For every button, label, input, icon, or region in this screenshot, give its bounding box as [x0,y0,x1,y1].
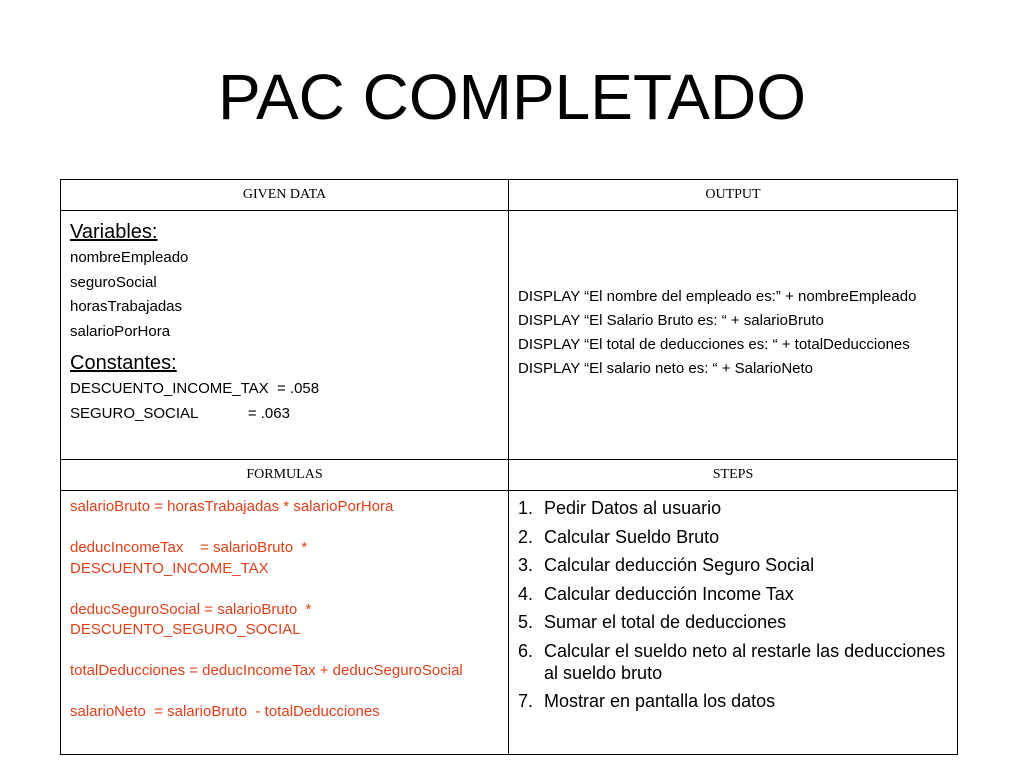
output-cell [509,211,958,460]
step-item [518,640,947,684]
given-data-header: GIVEN DATA [61,180,509,211]
step-number: 6. [518,640,534,661]
formula-line: deducIncomeTax = salarioBruto * DESCUENTO_INCOME_TAX [70,539,312,577]
step-number: 7. [518,691,534,711]
output-line: DISPLAY “El total de deducciones es: “ + totalDeducciones [518,336,910,353]
content-row-bottom [61,491,958,755]
step-text: Calcular deducción Seguro Social [544,555,815,575]
steps-list [518,497,947,712]
variable-item: seguroSocial [70,273,157,291]
header-row-top [61,180,958,211]
variables-heading: Variables: [70,221,158,243]
variable-item: nombreEmpleado [70,249,189,266]
header-row-bottom [61,460,958,491]
constant-item: DESCUENTO_INCOME_TAX = .058 [70,380,320,397]
step-number: 2. [518,526,534,547]
step-text: Calcular deducción Income Tax [544,583,794,604]
formula-line: deducSeguroSocial = salarioBruto * DESCUENTO_SEGURO_SOCIAL [70,600,316,638]
formulas-header: FORMULAS [61,460,509,491]
step-text: Mostrar en pantalla los datos [544,691,776,711]
given-data-cell [61,211,509,460]
steps-header: STEPS [509,460,958,491]
content-row-top [61,211,958,460]
step-item [518,497,947,519]
output-line: DISPLAY “El nombre del empleado es:” + nombreEmpleado [518,288,917,305]
formulas-cell [61,491,509,755]
constant-item: SEGURO_SOCIAL = .063 [70,404,290,422]
constants-heading: Constantes: [70,352,177,374]
slide-title: PAC COMPLETADO [218,61,806,133]
step-item [518,526,947,548]
step-item [518,690,947,712]
pac-table [60,179,958,755]
step-number: 1. [518,498,534,518]
step-item [518,554,947,576]
output-line: DISPLAY “El salario neto es: “ + SalarioNeto [518,360,814,377]
formula-line: salarioNeto = salarioBruto - totalDeducciones [70,703,380,720]
step-number: 4. [518,583,534,604]
step-number: 3. [518,555,534,575]
variable-item: salarioPorHora [70,322,171,340]
formula-line: totalDeducciones = deducIncomeTax + deducSeguroSocial [70,662,463,679]
formula-line: salarioBruto = horasTrabajadas * salarioPorHora [70,498,394,515]
step-number: 5. [518,612,534,632]
step-item [518,611,947,633]
step-text: Calcular el sueldo neto al restarle las deducciones al sueldo bruto [544,640,946,683]
output-header: OUTPUT [509,180,958,211]
step-text: Calcular Sueldo Bruto [544,526,720,547]
step-item [518,583,947,605]
output-line: DISPLAY “El Salario Bruto es: “ + salarioBruto [518,312,824,329]
variable-item: horasTrabajadas [70,298,183,315]
steps-cell [509,491,958,755]
step-text: Pedir Datos al usuario [544,498,722,518]
step-text: Sumar el total de deducciones [544,612,787,632]
